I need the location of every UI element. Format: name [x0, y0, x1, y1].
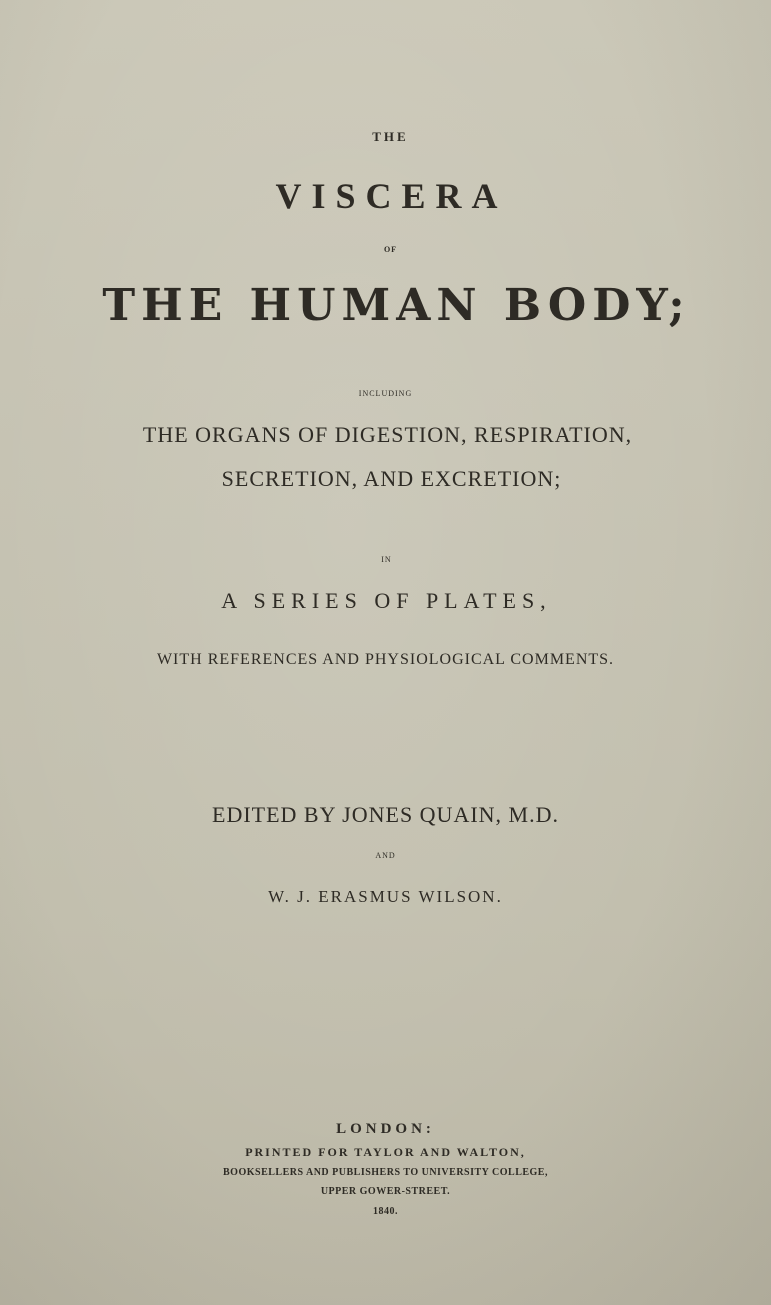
- imprint-printer: PRINTED FOR TAYLOR AND WALTON,: [245, 1145, 526, 1159]
- editor-line-2: W. J. ERASMUS WILSON.: [268, 887, 503, 906]
- title-article: THE: [372, 129, 409, 144]
- imprint-city: LONDON:: [336, 1121, 435, 1137]
- imprint-booksellers: BOOKSELLERS AND PUBLISHERS TO UNIVERSITY COLLEGE,: [223, 1167, 548, 1178]
- imprint-address: UPPER GOWER-STREET.: [320, 1186, 451, 1197]
- in-label: IN: [381, 555, 392, 564]
- book-title: VISCERA: [275, 176, 508, 216]
- book-subtitle: THE HUMAN BODY;: [102, 280, 691, 331]
- including-label: INCLUDING: [358, 389, 413, 398]
- series-line: A SERIES OF PLATES,: [221, 588, 552, 613]
- organs-line-1: THE ORGANS OF DIGESTION, RESPIRATION,: [142, 422, 633, 447]
- and-label: AND: [375, 851, 396, 860]
- title-of: OF: [383, 245, 398, 254]
- references-line: WITH REFERENCES AND PHYSIOLOGICAL COMMENTS.: [156, 651, 615, 668]
- organs-line-2: SECRETION, AND EXCRETION;: [221, 466, 562, 491]
- editor-line-1: EDITED BY JONES QUAIN, M.D.: [212, 802, 559, 827]
- imprint-year: 1840.: [373, 1206, 398, 1217]
